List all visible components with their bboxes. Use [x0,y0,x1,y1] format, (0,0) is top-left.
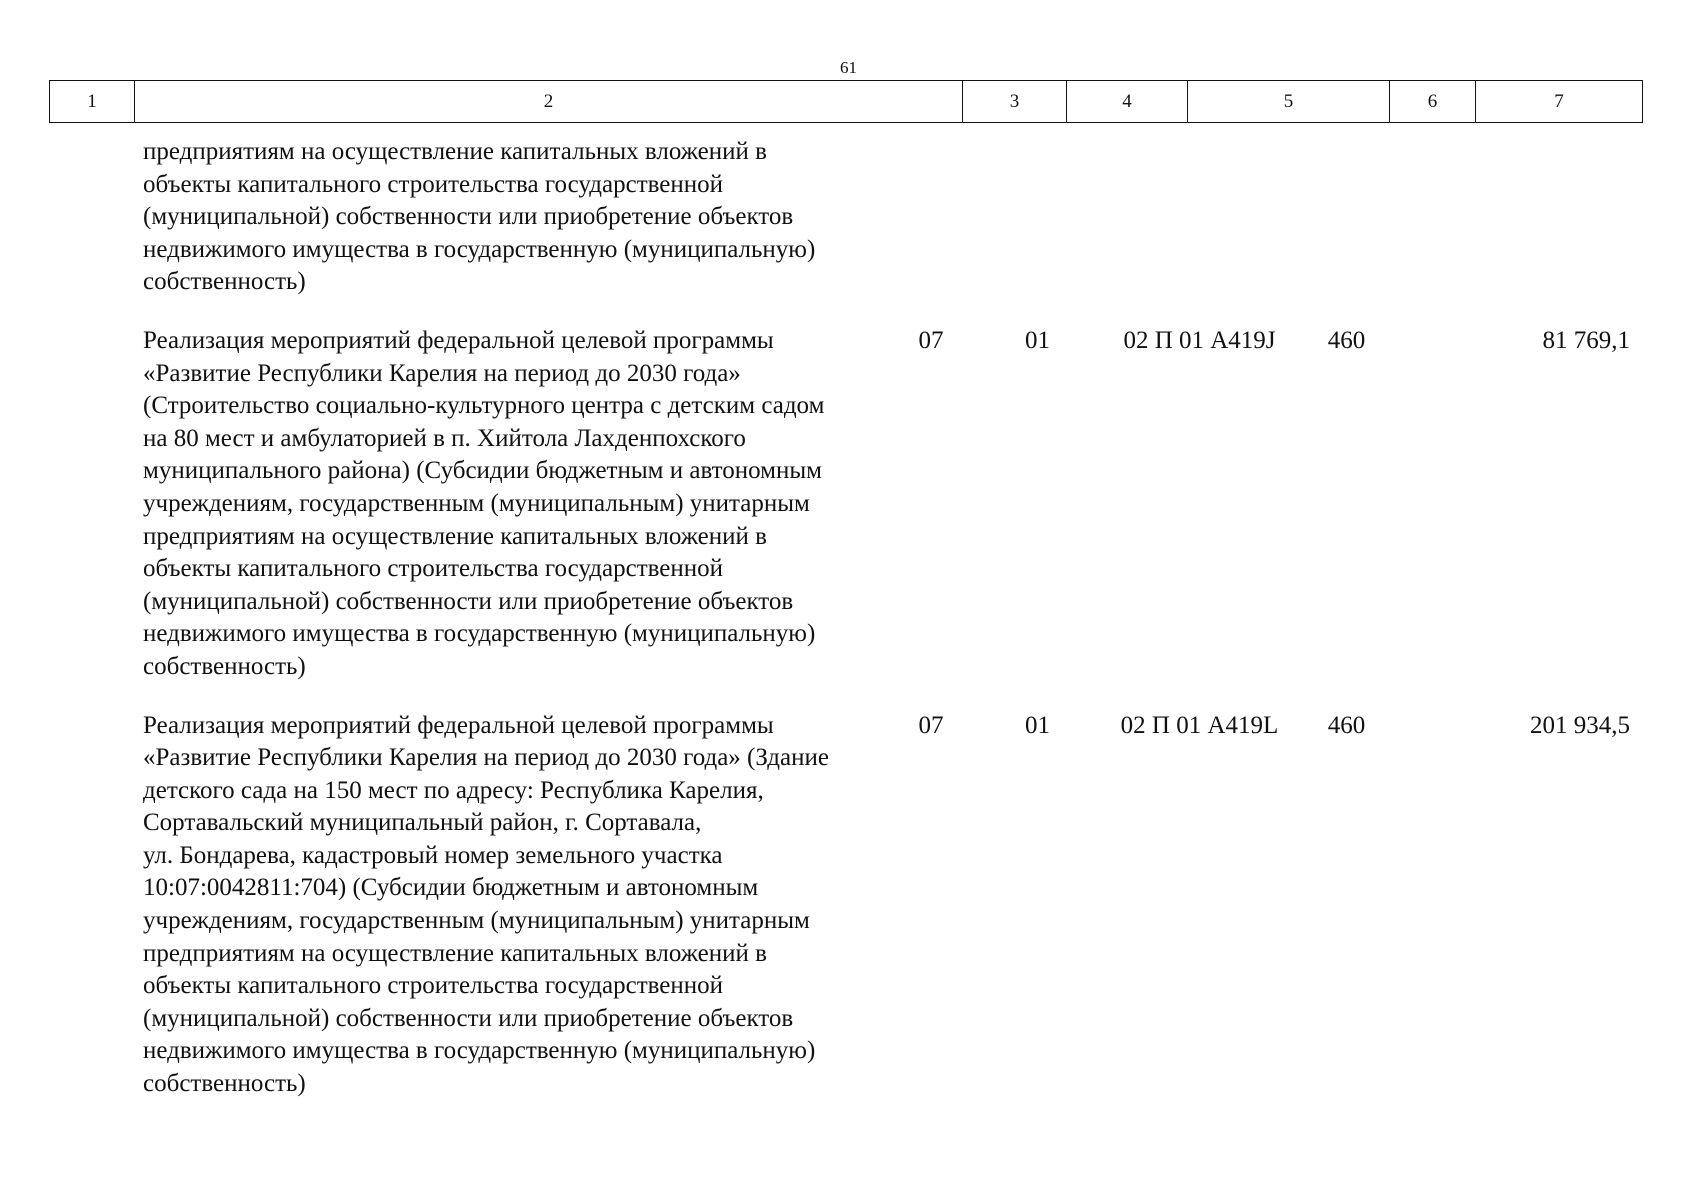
row-description: Реализация мероприятий федеральной целевой программы «Развитие Республики Карелия на период до 2030 года» (Строительство социально-культурного центра с детским садом на 80 мест и амбулаторией в п. Хийтола Лахденпохского муниципального района) (Субсидии бюджетным и автономным учреждениям, государственным (муниципальным) унитарным предприятиям на осуществление капитальных вложений в объекты капитального строительства государственной (муниципальной) собственности или приобретение объектов недвижимого имущества в государственную (муниципальную) собственность) [143,326,825,680]
page-number: 61 [840,58,857,77]
row-amount: 81 769,1 [1542,326,1630,354]
row-subsection-code: 01 [1025,711,1050,739]
row-description: Реализация мероприятий федеральной целевой программы «Развитие Республики Карелия на период до 2030 года» (Здание детского сада на 150 мест по адресу: Республика Карелия, Сортавальский муниципальный район, г. Сортавала, ул. Бондарева, кадастровый номер земельного участка 10:07:0042811:704) (Субсидии бюджетным и автономным учреждениям, государственным (муниципальным) унитарным предприятиям на осуществление капитальных вложений в объекты капитального строительства государственной (муниципальной) собственности или приобретение объектов недвижимого имущества в государственную (муниципальную) собственность) [143,711,829,1098]
row-target-code: 02 П 01 A419J [1123,326,1276,354]
row-section-code: 07 [918,711,944,739]
column-header-3: 3 [963,81,1067,123]
column-header-5: 5 [1188,81,1390,123]
row-amount: 201 934,5 [1530,711,1630,739]
column-header-6: 6 [1390,81,1476,123]
column-header-table [49,80,1643,123]
table-row [49,710,1638,1101]
row-expense-type: 460 [1327,711,1366,739]
row-description: предприятиям на осуществление капитальных вложений в объекты капитального строительства государственной (муниципальной) собственности или приобретение объектов недвижимого имущества в государственную (муниципальную) собственность) [143,138,816,296]
row-expense-type: 460 [1327,326,1366,354]
column-header-row [50,81,1643,123]
column-header-2: 2 [135,81,963,123]
row-section-code: 07 [918,326,944,354]
column-header-1: 1 [50,81,135,123]
table-row [49,136,1638,299]
column-header-4: 4 [1067,81,1188,123]
table-row [49,325,1638,684]
row-target-code: 02 П 01 A419L [1120,711,1279,739]
column-header-7: 7 [1476,81,1643,123]
row-subsection-code: 01 [1025,326,1050,354]
table-body [49,136,1638,1101]
